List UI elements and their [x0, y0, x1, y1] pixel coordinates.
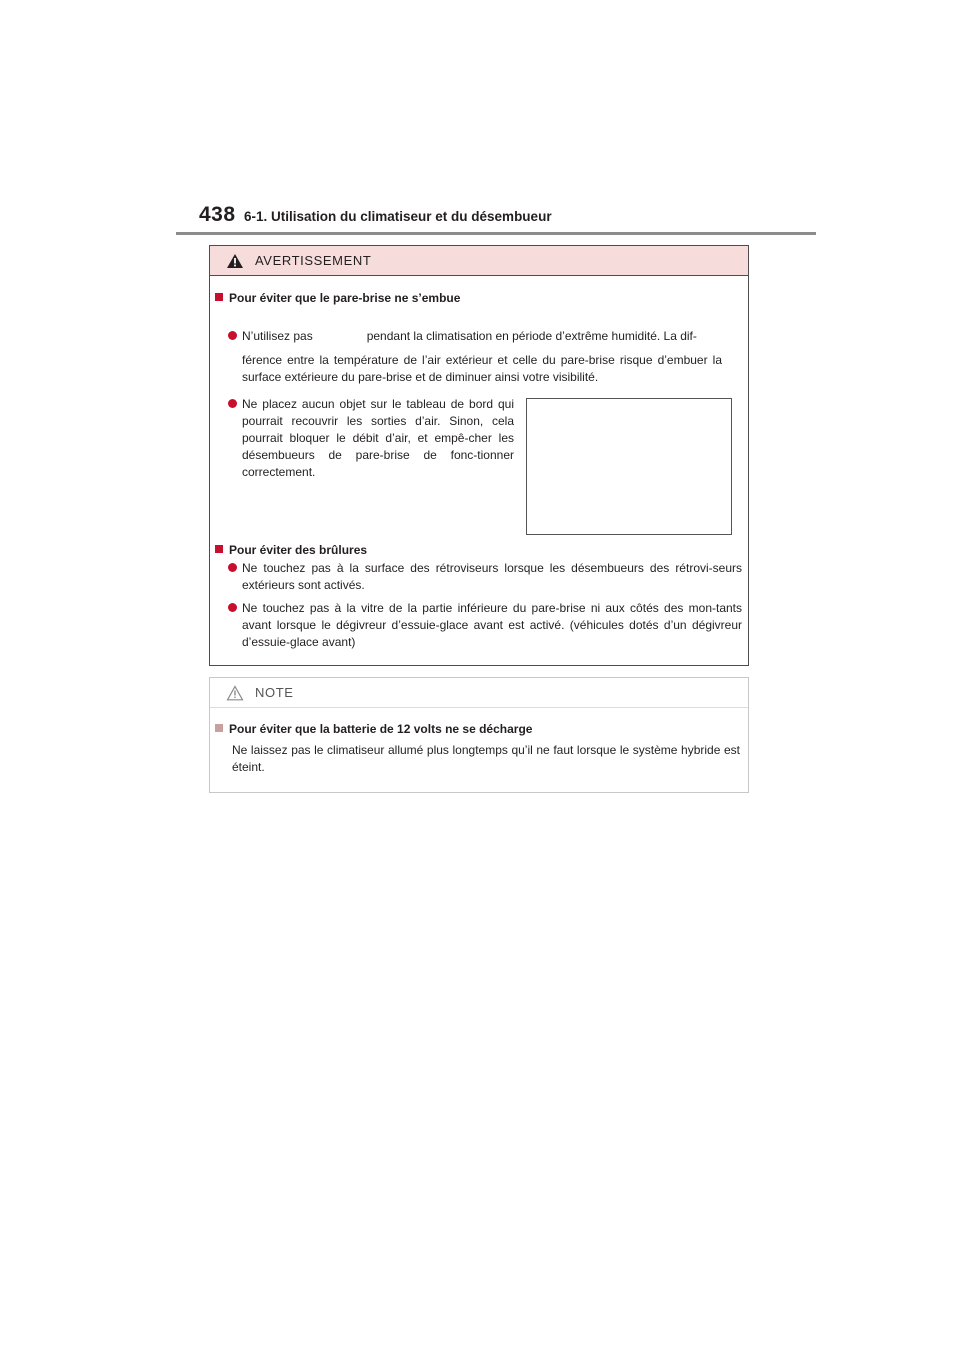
note-text: Ne laissez pas le climatiseur allumé plus longtemps qu’il ne faut lorsque le système hybride est éteint.	[232, 743, 740, 774]
section-heading-burns: Pour éviter des brûlures	[215, 543, 367, 557]
warning-box	[209, 245, 749, 666]
caution-triangle-icon	[226, 685, 244, 701]
note-box	[209, 677, 749, 793]
round-bullet-icon	[228, 399, 237, 408]
list-item: Ne placez aucun objet sur le tableau de bord qui pourrait recouvrir les sorties d’air. Sinon, cela pourrait bloquer le débit d’air, et empê-cher les désembueurs de pare-brise de fonc-tionner correctement.	[242, 396, 514, 481]
section-title: 6-1. Utilisation du climatiseur et du désembueur	[244, 209, 552, 224]
square-bullet-icon	[215, 293, 223, 301]
square-bullet-icon	[215, 724, 223, 732]
list-item: Ne touchez pas à la vitre de la partie inférieure du pare-brise ni aux côtés des mon-tants avant lorsque le dégivreur d’essuie-glace avant est activé. (véhicules dotés d’un dégivreur d’essuie-glace avant)	[242, 600, 742, 651]
note-heading: Pour éviter que la batterie de 12 volts ne se décharge	[215, 722, 532, 736]
warning-triangle-icon	[226, 253, 244, 269]
dashboard-illustration	[526, 398, 732, 535]
warning-header	[210, 246, 748, 276]
square-bullet-icon	[215, 545, 223, 553]
list-item: N’utilisez pas pendant la climatisation en période d’extrême humidité. La dif- férence entre la température de l’air extérieur et celle du pare-brise risque d’embuer la surface extérieure du pare-brise et de diminuer ainsi votre visibilité.	[242, 328, 722, 386]
page-number: 438	[199, 203, 236, 226]
section-heading-fog: Pour éviter que le pare-brise ne s’embue	[215, 291, 460, 305]
note-header	[210, 678, 748, 708]
round-bullet-icon	[228, 331, 237, 340]
warning-title: AVERTISSEMENT	[255, 253, 372, 268]
note-title: NOTE	[255, 685, 294, 700]
page-header	[0, 0, 960, 240]
header-divider	[176, 232, 816, 235]
list-item: Ne touchez pas à la surface des rétroviseurs lorsque les désembueurs des rétrovi-seurs extérieurs sont activés.	[242, 560, 742, 594]
round-bullet-icon	[228, 603, 237, 612]
round-bullet-icon	[228, 563, 237, 572]
